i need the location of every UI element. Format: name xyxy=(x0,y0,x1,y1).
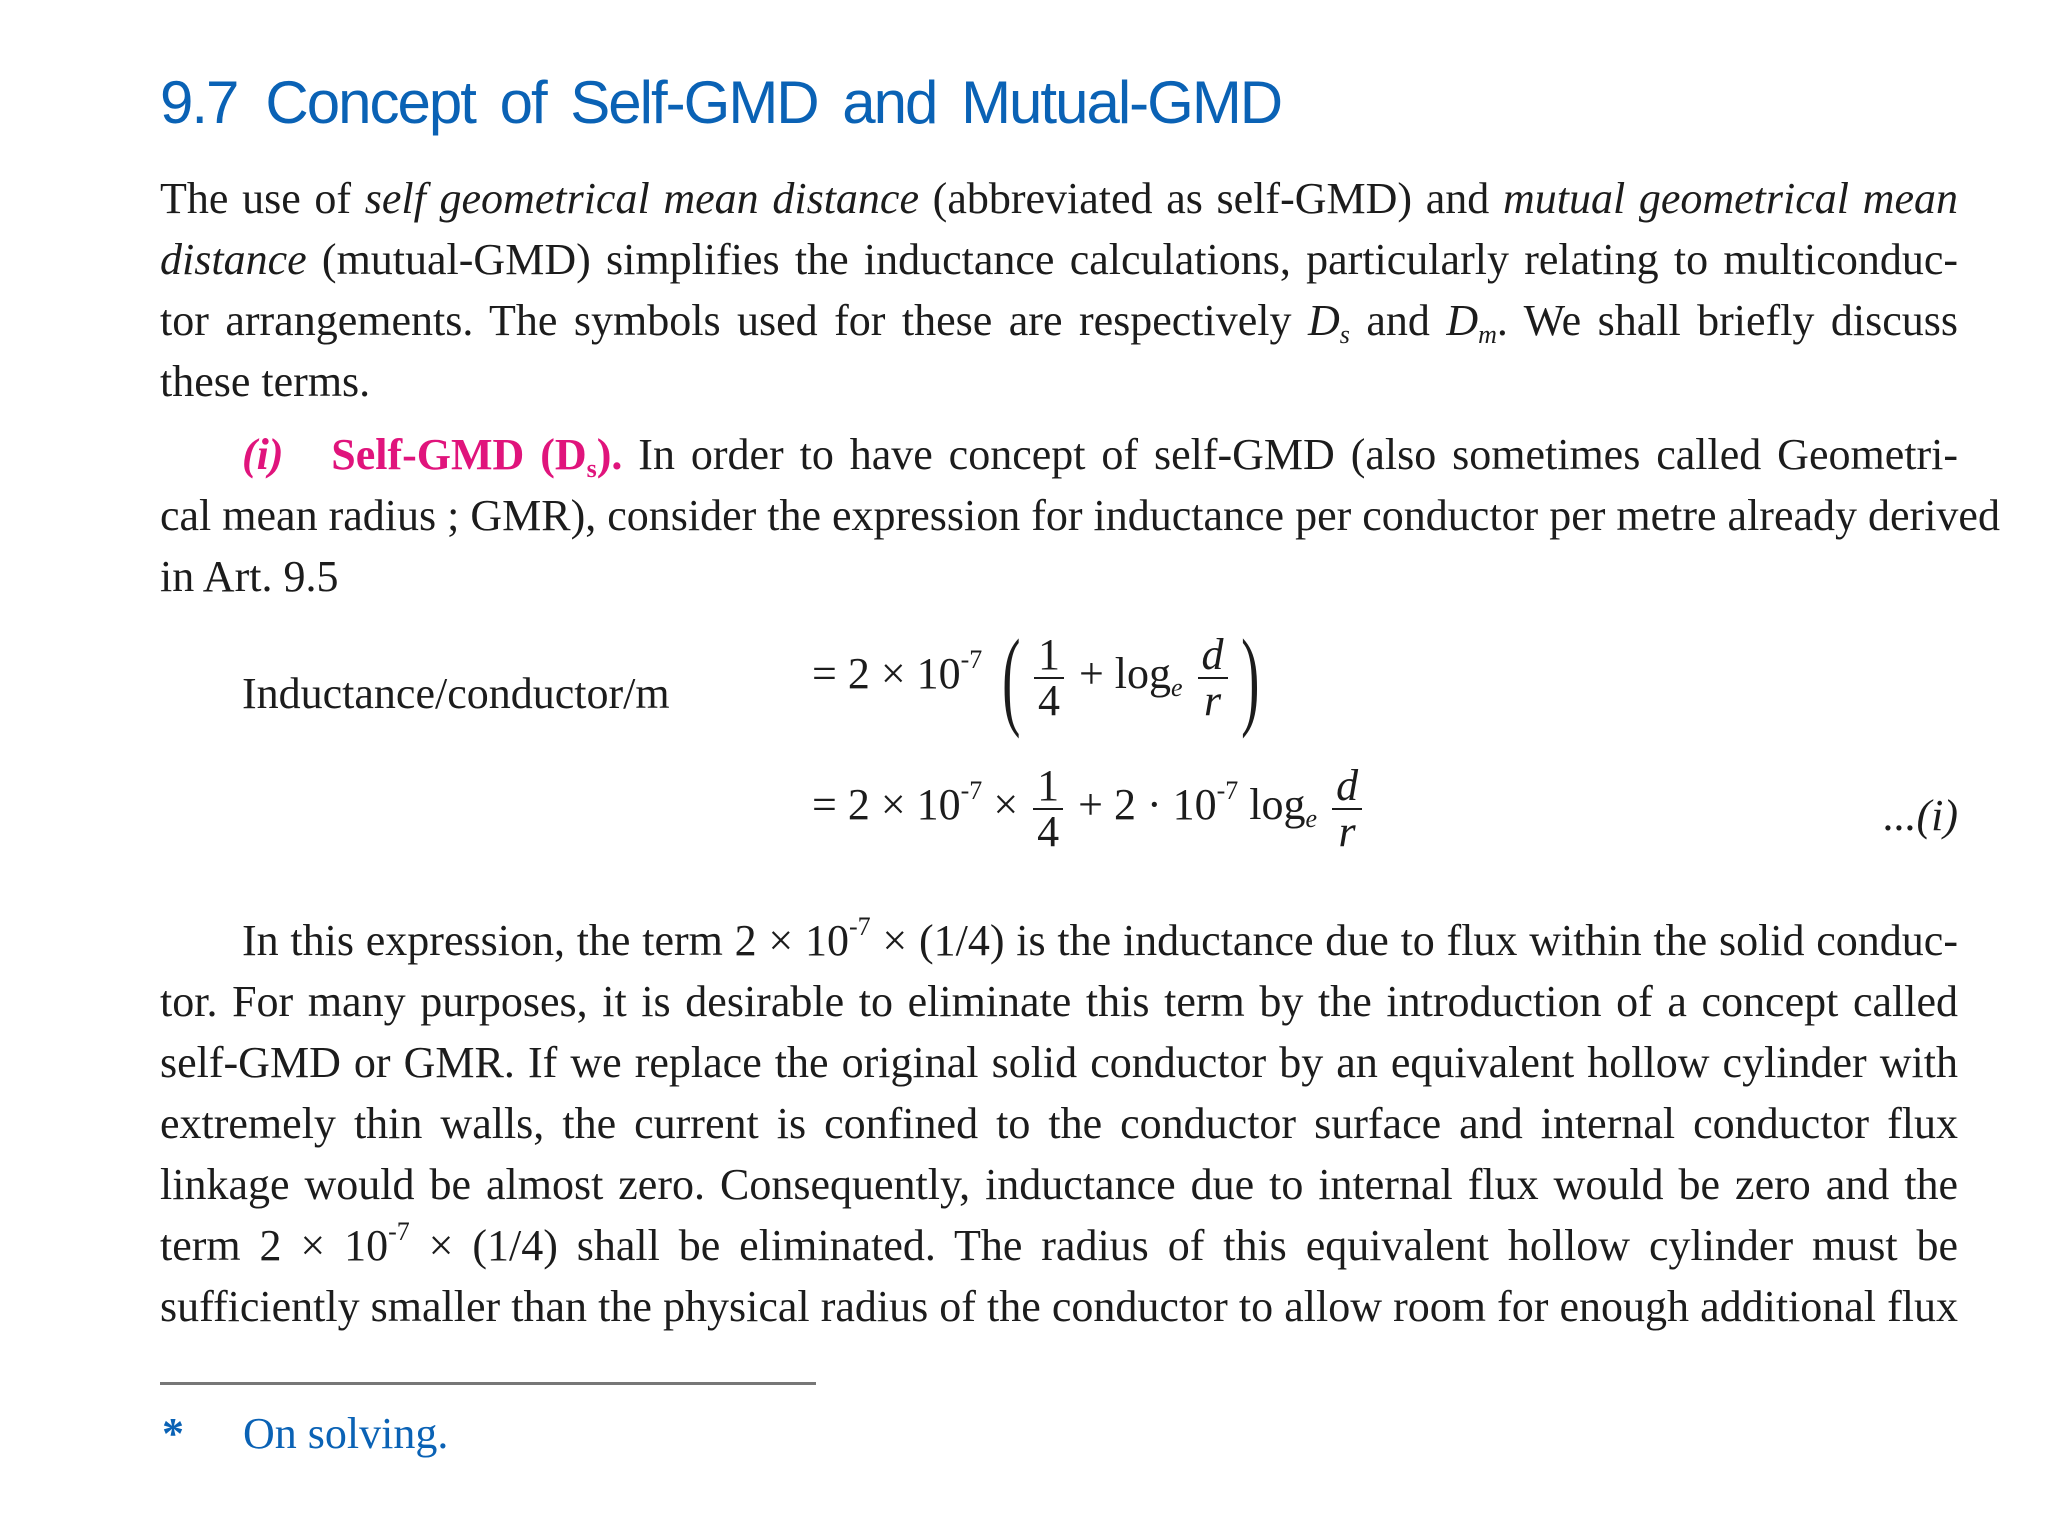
paragraph-line: these terms. xyxy=(160,357,371,406)
subscript: s xyxy=(586,454,597,483)
item-title: Self-GMD (D xyxy=(331,430,587,479)
denominator: r xyxy=(1203,676,1222,725)
paragraph-line: tor. For many purposes, it is desirable to eliminate this term by the introduction of a concept called xyxy=(160,977,1958,1026)
paragraph-line xyxy=(160,229,1958,290)
italic-term: mutual geometrical mean xyxy=(1502,174,1958,223)
right-paren: ) xyxy=(1240,617,1260,739)
paragraph-line: self-GMD or GMR. If we replace the original solid conductor by an equivalent hollow cylinder with xyxy=(160,1038,1958,1087)
section-heading xyxy=(160,68,1281,137)
exponent: -7 xyxy=(848,912,871,941)
paragraph-line: linkage would be almost zero. Consequently, inductance due to internal flux would be zero and the xyxy=(160,1160,1958,1209)
text-run: and xyxy=(1349,296,1447,345)
paragraph-line: sufficiently smaller than the physical radius of the conductor to allow room for enough additional flux xyxy=(160,1282,1958,1331)
paragraph-line xyxy=(160,1215,1958,1276)
numerator: 1 xyxy=(1034,633,1064,679)
item-title-close: ). xyxy=(596,430,623,479)
eq-term: log xyxy=(1249,780,1306,830)
subscript: m xyxy=(1478,320,1497,349)
footnote-marker: * xyxy=(162,1409,184,1458)
symbol-dm: D xyxy=(1446,296,1479,345)
paragraph-line: cal mean radius ; GMR), consider the expression for inductance per conductor per metre already derived xyxy=(160,491,2000,540)
eq-term: = 2 × 10 xyxy=(812,649,961,699)
denominator: 4 xyxy=(1037,807,1060,856)
eq-term: + log xyxy=(1078,649,1171,699)
text-run: . We shall briefly discuss xyxy=(1496,296,1959,345)
section-number: 9.7 xyxy=(160,69,238,136)
left-paren: ( xyxy=(1002,617,1021,739)
paragraph-self-gmd xyxy=(160,424,2000,607)
numerator: 1 xyxy=(1033,764,1063,810)
text-run: (mutual-GMD) simplifies the inductance calculations, particularly relating to multiconduc- xyxy=(306,235,1958,284)
text-run: term 2 × 10 xyxy=(160,1221,389,1270)
paragraph-line: in Art. 9.5 xyxy=(160,552,339,601)
text-run: In this expression, the term 2 × 10 xyxy=(242,916,849,965)
numerator: d xyxy=(1198,633,1228,679)
fraction-one-quarter xyxy=(1033,761,1063,856)
paragraph-explanation xyxy=(160,910,1958,1337)
subscript: s xyxy=(1339,320,1350,349)
paragraph-line: extremely thin walls, the current is confined to the conductor surface and internal conductor flux xyxy=(160,1099,1958,1148)
text-run: tor arrangements. The symbols used for these are respectively xyxy=(160,296,1308,345)
fraction-d-over-r xyxy=(1198,630,1228,725)
denominator: r xyxy=(1338,807,1356,856)
exponent: -7 xyxy=(960,776,983,806)
exponent: -7 xyxy=(388,1217,410,1246)
footnote-divider xyxy=(160,1382,816,1385)
footnote-text: On solving. xyxy=(243,1409,449,1458)
eq-term: = 2 × 10 xyxy=(812,780,961,830)
symbol-ds: D xyxy=(1307,296,1340,345)
subscript: e xyxy=(1305,804,1318,834)
text-run: (abbreviated as self-GMD) and xyxy=(918,174,1503,223)
section-title: Concept of Self-GMD and Mutual-GMD xyxy=(265,69,1282,136)
equation-label: Inductance/conductor/m xyxy=(242,669,670,718)
exponent: -7 xyxy=(960,645,983,675)
exponent: -7 xyxy=(1216,776,1239,806)
fraction-d-over-r xyxy=(1332,761,1362,856)
paragraph-line xyxy=(160,910,1958,971)
eq-term: + 2 · 10 xyxy=(1078,780,1217,830)
italic-term: distance xyxy=(160,235,307,284)
text-run: × (1/4) is the inductance due to flux within the solid conduc- xyxy=(870,916,1958,965)
paragraph-intro xyxy=(160,168,1958,412)
item-number: (i) xyxy=(242,430,284,479)
equation-row-2 xyxy=(812,761,1366,856)
subscript: e xyxy=(1171,673,1183,703)
numerator: d xyxy=(1332,764,1362,810)
paragraph-line xyxy=(160,168,1958,229)
text-run: The use of xyxy=(160,174,365,223)
italic-term: self geometrical mean distance xyxy=(364,174,919,223)
paragraph-line xyxy=(160,424,1958,485)
paragraph-line xyxy=(160,290,1958,351)
denominator: 4 xyxy=(1037,676,1060,725)
text-run: In order to have concept of self-GMD (also sometimes called Geometri- xyxy=(622,430,1958,479)
subsection-label xyxy=(242,430,623,483)
eq-operator: × xyxy=(993,780,1019,830)
text-run: × (1/4) shall be eliminated. The radius of this equivalent hollow cylinder must be xyxy=(409,1221,1958,1270)
fraction-one-quarter xyxy=(1034,630,1064,725)
equation-tag: ...(i) xyxy=(1883,791,1958,840)
equation-row-1 xyxy=(812,617,1268,739)
